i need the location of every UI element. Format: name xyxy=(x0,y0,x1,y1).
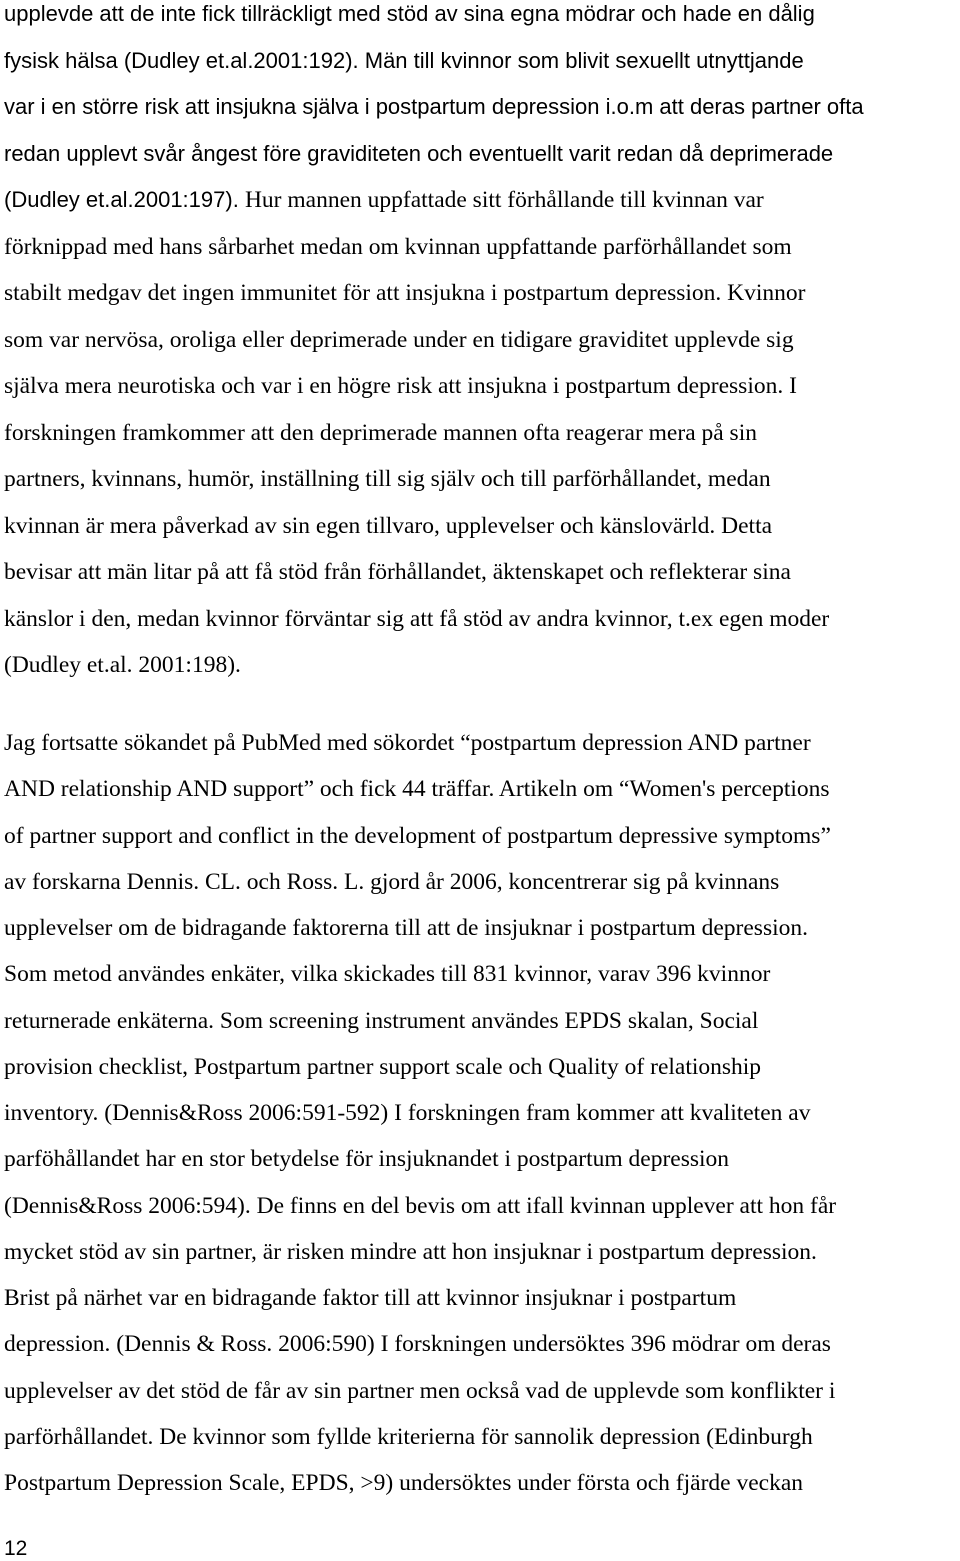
text-segment: upplevelser om de bidragande faktorerna till att de insjuknar i postpartum depression. xyxy=(4,915,808,941)
text-segment: känslor i den, medan kvinnor förväntar sig att få stöd av andra kvinnor, t.ex egen moder xyxy=(4,605,830,632)
text-segment: forskningen framkommer att den deprimerade mannen ofta reagerar mera på sin xyxy=(4,419,757,446)
text-segment: fysisk hälsa (Dudley et.al.2001:192). Män till kvinnor som blivit sexuellt utnyttjande xyxy=(4,47,804,73)
text-segment: upplevde att de inte fick tillräckligt med stöd av sina egna mödrar och hade en dålig xyxy=(4,1,815,26)
text-line xyxy=(4,775,830,803)
text-segment: av forskarna Dennis. CL. och Ross. L. gjord år 2006, koncentrerar sig på kvinnans xyxy=(4,868,780,895)
text-line xyxy=(4,512,772,540)
text-segment: Brist på närhet var en bidragande faktor till att kvinnor insjuknar i postpartum xyxy=(4,1285,737,1311)
text-segment: AND relationship AND support” och fick 44 träffar. Artikeln om “Women's perceptions xyxy=(4,776,830,803)
text-line xyxy=(4,1423,813,1451)
text-segment: of partner support and conflict in the development of postpartum depressive symptoms” xyxy=(4,822,831,849)
text-line xyxy=(4,0,815,28)
text-line xyxy=(4,1284,736,1312)
text-segment: partners, kvinnans, humör, inställning till sig själv och till parförhållandet, medan xyxy=(4,466,771,492)
text-line xyxy=(4,279,805,307)
text-segment: förknippad med hans sårbarhet medan om kvinnan uppfattande parförhållandet som xyxy=(4,233,792,260)
text-line xyxy=(4,47,804,75)
text-line xyxy=(4,372,797,400)
text-segment: Jag fortsatte sökandet på PubMed med sökordet “postpartum depression AND partner xyxy=(4,730,811,756)
text-segment: parförhållandet. De kvinnor som fyllde kriterierna för sannolik depression (Edinburgh xyxy=(4,1423,813,1450)
text-segment: Hur mannen uppfattade sitt förhållande till kvinnan var xyxy=(244,187,764,213)
text-line xyxy=(4,1099,810,1127)
text-segment: bevisar att män litar på att få stöd från förhållandet, äktenskapet och reflekterar sina xyxy=(4,559,791,585)
text-line xyxy=(4,558,791,586)
text-line xyxy=(4,651,241,679)
text-line xyxy=(4,1377,835,1405)
text-segment: redan upplevt svår ångest före graviditeten och eventuellt varit redan då deprimerade xyxy=(4,140,834,166)
text-line xyxy=(4,605,829,633)
text-segment: (Dudley et.al. 2001:198). xyxy=(4,652,241,678)
text-segment: som var nervösa, oroliga eller deprimerade under en tidigare graviditet upplevde sig xyxy=(4,326,794,353)
text-segment: Postpartum Depression Scale, EPDS, >9) undersöktes under första och fjärde veckan xyxy=(4,1470,803,1496)
text-line xyxy=(4,960,770,988)
text-segment: inventory. (Dennis&Ross 2006:591-592) I forskningen fram kommer att kvaliteten av xyxy=(4,1100,811,1126)
text-line xyxy=(4,233,792,261)
text-line xyxy=(4,1007,758,1035)
text-segment: (Dennis&Ross 2006:594). De finns en del bevis om att ifall kvinnan upplever att hon får xyxy=(4,1192,837,1219)
text-line xyxy=(4,868,779,896)
text-segment: mycket stöd av sin partner, är risken mindre att hon insjuknar i postpartum depression. xyxy=(4,1238,817,1265)
text-segment: var i en större risk att insjukna själva i postpartum depression i.o.m att deras partner ofta xyxy=(4,94,864,119)
text-line xyxy=(4,1145,729,1173)
text-line xyxy=(4,93,864,121)
text-line xyxy=(4,1192,836,1220)
text-segment: provision checklist, Postpartum partner support scale och Quality of relationship xyxy=(4,1053,762,1080)
text-segment: stabilt medgav det ingen immunitet för att insjukna i postpartum depression. Kvinnor xyxy=(4,280,806,306)
text-line xyxy=(4,1053,761,1081)
text-line xyxy=(4,465,771,493)
text-segment: kvinnan är mera påverkad av sin egen tillvaro, upplevelser och känslovärld. Detta xyxy=(4,512,773,539)
text-segment: (Dudley et.al.2001:197). xyxy=(4,187,245,212)
text-segment: upplevelser av det stöd de får av sin partner men också vad de upplevde som konflikter i xyxy=(4,1377,836,1404)
text-line xyxy=(4,419,757,447)
text-segment: själva mera neurotiska och var i en högre risk att insjukna i postpartum depression. I xyxy=(4,373,797,399)
text-line xyxy=(4,326,794,354)
text-line xyxy=(4,140,833,168)
text-line xyxy=(4,1469,803,1497)
text-line xyxy=(4,729,811,757)
text-line xyxy=(4,186,764,214)
text-line xyxy=(4,1330,831,1358)
text-segment: returnerade enkäterna. Som screening instrument användes EPDS skalan, Social xyxy=(4,1007,759,1034)
text-segment: Som metod användes enkäter, vilka skickades till 831 kvinnor, varav 396 kvinnor xyxy=(4,961,771,988)
text-segment: parföhållandet har en stor betydelse för insjuknandet i postpartum depression xyxy=(4,1146,730,1173)
page-number: 12 xyxy=(4,1537,28,1560)
text-line xyxy=(4,914,808,942)
text-line xyxy=(4,822,831,850)
text-segment: depression. (Dennis & Ross. 2006:590) I forskningen undersöktes 396 mödrar om deras xyxy=(4,1331,831,1358)
text-line xyxy=(4,1238,817,1266)
